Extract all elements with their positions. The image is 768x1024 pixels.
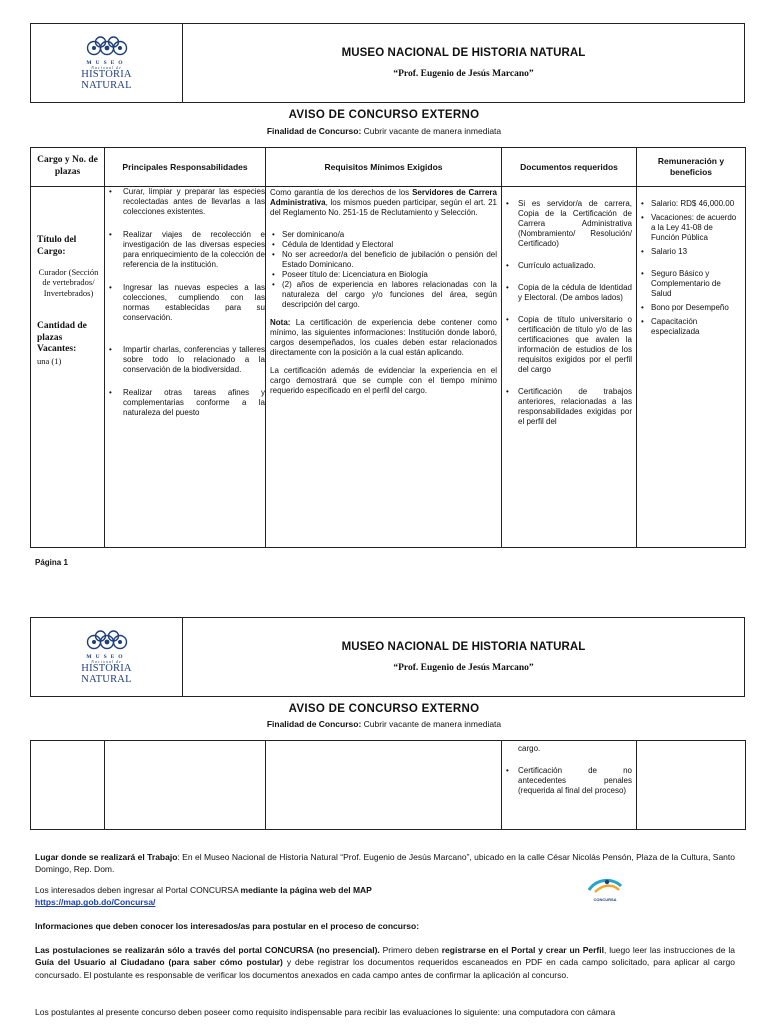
- documentos-cell: [502, 187, 637, 548]
- page-number: Página 1: [35, 558, 68, 567]
- application-instructions: Las postulaciones se realizarán sólo a través del portal CONCURSA (no presencial). Primero deben registrarse en el Portal y crear un Perfil, luego leer las instrucciones de la Guía del Usuario al Ciudadano (para saber cómo postular) y debe registrar los documentos requeridos escaneados en PDF en cada campo solicitado, para aplicar al cargo concursado. El postulante es responsable de verificar los documentos anexados en cada campo antes de confirmar la aplicación al concurso.: [35, 945, 735, 980]
- org-subtitle: “Prof. Eugenio de Jesús Marcano”: [393, 663, 534, 673]
- list-item: • Curar, limpiar y preparar las especies recolectadas antes de llevarlas a las colecciones existentes.: [105, 187, 265, 217]
- logo-wordmark: MUSEO Nacional de HISTORIA NATURAL: [81, 59, 132, 91]
- list-item: • Cédula de Identidad y Electoral: [270, 240, 497, 250]
- list-item: • Vacaciones: de acuerdo a la Ley 41-08 de Función Pública: [639, 213, 742, 243]
- org-name: MUSEO NACIONAL DE HISTORIA NATURAL: [341, 47, 586, 59]
- page1-header: [30, 23, 745, 103]
- header-cargo: Cargo y No. de plazas: [31, 148, 105, 187]
- list-item: • Poseer título de: Licenciatura en Biología: [270, 270, 497, 280]
- list-item: • Certificación de trabajos anteriores, relacionadas a las responsabilidades exigidas por el perfil del: [504, 387, 632, 427]
- museum-emblem-icon: [85, 629, 129, 655]
- list-item: • No ser acreedor/a del beneficio de jubilación o pensión del Estado Dominicano.: [270, 250, 497, 270]
- concursa-logo-icon: [587, 876, 623, 896]
- portal-instructions: Los interesados deben ingresar al Portal CONCURSA mediante la página web del MAP https://map.gob.do/Concursa/ CONCURSA: [35, 884, 735, 909]
- list-item: • Copia de título universitario o certificación de título y/o de las certificaciones que avalen la información de estudios de los requisitos exigidos por el perfil del cargo: [504, 315, 632, 375]
- list-item: • Bono por Desempeño: [639, 303, 742, 313]
- list-item: • Realizar viajes de recolección e investigación de las diversas especies para enriquecimiento de la colección de referencia de la institución.: [105, 230, 265, 270]
- notice-title: AVISO DE CONCURSO EXTERNO: [288, 703, 480, 715]
- list-item: • Salario 13: [639, 247, 742, 257]
- vacancy-table: [30, 147, 746, 548]
- museum-emblem-icon: [85, 35, 129, 61]
- list-item: • Salario: RD$ 46,000.00: [639, 199, 742, 209]
- notice-purpose: Finalidad de Concurso: Cubrir vacante de manera inmediata: [266, 719, 502, 729]
- work-location: Lugar donde se realizará el Trabajo: En el Museo Nacional de Historia Natural “Prof. Eugenio de Jesús Marcano”, ubicado en la calle César Nicolás Pensón, Plaza de la Cultura, Santo Domingo, Rep. Dom.: [35, 852, 735, 875]
- list-item: • (2) años de experiencia en labores relacionadas con la naturaleza del cargo y/o funciones del área, según descripción del cargo.: [270, 280, 497, 310]
- list-item: • Seguro Básico y Complementario de Salud: [639, 269, 742, 299]
- logo-wordmark: MUSEO Nacional de HISTORIA NATURAL: [81, 653, 132, 685]
- header-responsabilidades: Principales Responsabilidades: [105, 148, 266, 187]
- documentos-cell: cargo. • Certificación de no antecedentes penales (requerida al final del proceso): [502, 741, 637, 830]
- list-item: • Ingresar las nuevas especies a las colecciones, cumpliendo con las normas establecidas para su conservación.: [105, 283, 265, 323]
- museum-logo: [31, 618, 183, 696]
- notice-purpose: Finalidad de Concurso: Cubrir vacante de manera inmediata: [266, 126, 502, 136]
- org-subtitle: “Prof. Eugenio de Jesús Marcano”: [393, 69, 534, 79]
- responsabilidades-cell: [105, 187, 266, 548]
- museum-logo: [31, 24, 183, 102]
- list-item: • Currículo actualizado.: [504, 261, 632, 271]
- concursa-logo: CONCURSA: [583, 876, 627, 903]
- list-item: • Si es servidor/a de carrera, Copia de la Certificación de Carrera Administrativa (Nombramiento/ Resolución/ Certificado): [504, 199, 632, 249]
- list-item: • Impartir charlas, conferencias y talleres sobre todo lo relacionado a la conservación de la biodiversidad.: [105, 345, 265, 375]
- header-remuneracion: Remuneración y beneficios: [637, 148, 746, 187]
- org-name: MUSEO NACIONAL DE HISTORIA NATURAL: [341, 641, 586, 653]
- cargo-cell: Título del Cargo: Curador (Sección de vertebrados/ Invertebrados) Cantidad de plazas Vacantes: una (1): [31, 187, 105, 548]
- final-requirements: Los postulantes al presente concurso deben poseer como requisito indispensable para recibir las evaluaciones lo siguiente: una computadora con cámara: [35, 1007, 616, 1017]
- header-documentos: Documentos requeridos: [502, 148, 637, 187]
- vacancy-table-continued: [30, 740, 746, 830]
- list-item: • Realizar otras tareas afines y complementarias conforme a la naturaleza del puesto: [105, 388, 265, 418]
- list-item: • Copia de la cédula de Identidad y Electoral. (De ambos lados): [504, 283, 632, 303]
- info-heading: Informaciones que deben conocer los interesados/as para postular en el proceso de concurso:: [35, 921, 420, 931]
- requisitos-cell: Como garantía de los derechos de los Servidores de Carrera Administrativa, los mismos pueden participar, según el art. 21 del Reglamento No. 251-15 de Reclutamiento y Selección. • Ser dominicano/a • Cédula de Identidad y Electoral • No ser acreedor/a del beneficio de jubilación o pensión del Estado Dominicano. • Poseer título de: Licenciatura en Biología • (2) años de experiencia en labores relacionadas con la naturaleza del cargo y/o funciones del área, según descripción del cargo. Nota: La certificación de experiencia debe contener como mínimo, las siguientes informaciones: Institución donde laboró, cargos desempeñados, los cuales deben estar relacionados directamente con la posición a la cual están aplicando. La certificación además de evidenciar la experiencia en el cargo demostrará que se cumple con el tiempo mínimo requerido especificado en el perfil del cargo.: [266, 187, 502, 548]
- remuneracion-cell: [637, 187, 746, 548]
- list-item: • Ser dominicano/a: [270, 230, 497, 240]
- notice-title: AVISO DE CONCURSO EXTERNO: [288, 109, 480, 121]
- list-item: • Certificación de no antecedentes penales (requerida al final del proceso): [504, 766, 632, 796]
- concursa-link[interactable]: https://map.gob.do/Concursa/: [35, 897, 156, 908]
- list-item: • Capacitación especializada: [639, 317, 742, 337]
- page2-header: [30, 617, 745, 697]
- header-requisitos: Requisitos Mínimos Exigidos: [266, 148, 502, 187]
